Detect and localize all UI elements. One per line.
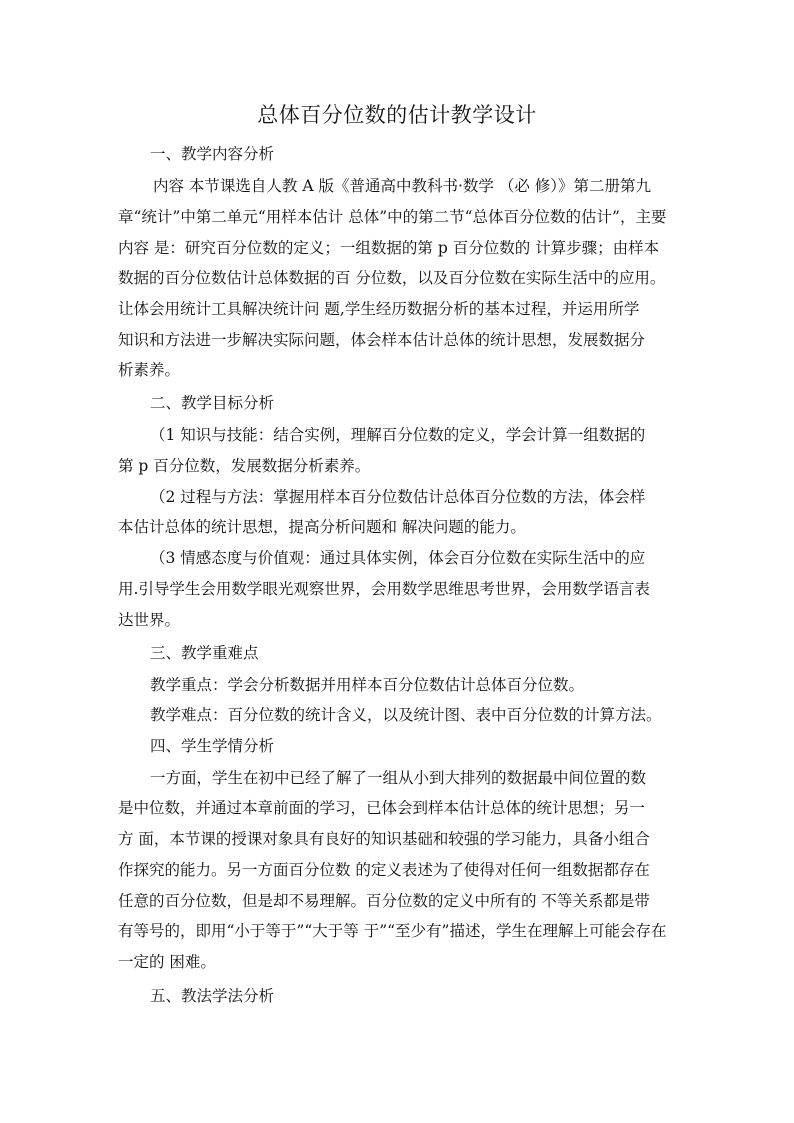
paragraph-line: 数据的百分位数估计总体数据的百 分位数，以及百分位数在实际生活中的应用。 — [118, 269, 666, 287]
section-heading-teaching-methods: 五、教法学法分析 — [150, 987, 275, 1005]
paragraph-line: 教学重点：学会分析数据并用样本百分位数估计总体百分位数。 — [150, 676, 585, 694]
paragraph-line: 章“统计”中第二单元“用样本估计 总体”中的第二节“总体百分位数的估计”，主要 — [118, 208, 667, 226]
paragraph-line: （2 过程与方法：掌握用样本百分位数估计总体百分位数的方法，体会样 — [150, 488, 646, 506]
paragraph-line: 让体会用统计工具解决统计问 题,学生经历数据分析的基本过程，并运用所学 — [118, 300, 640, 318]
paragraph-line: 作探究的能力。另一方面百分位数 的定义表述为了使得对任何一组数据都存在 — [118, 861, 650, 879]
paragraph-line: 第 p 百分位数，发展数据分析素养。 — [118, 457, 371, 475]
paragraph-line: 一方面，学生在初中已经了解了一组从小到大排列的数据最中间位置的数 — [150, 769, 647, 787]
paragraph-line: 知识和方法进一步解决实际问题，体会样本估计总体的统计思想，发展数据分 — [118, 331, 646, 349]
section-heading-key-points: 三、教学重难点 — [150, 644, 259, 662]
paragraph-line: 达世界。 — [118, 611, 181, 629]
paragraph-line: （3 情感态度与价值观：通过具体实例，体会百分位数在实际生活中的应 — [150, 549, 646, 567]
paragraph-line: 是中位数，并通过本章前面的学习，已体会到样本估计总体的统计思想；另一 — [118, 799, 646, 817]
section-heading-objectives: 二、教学目标分析 — [150, 394, 275, 412]
paragraph-line: （1 知识与技能：结合实例，理解百分位数的定义，学会计算一组数据的 — [150, 426, 646, 444]
paragraph-line: 一定的 困难。 — [118, 953, 216, 971]
document-title: 总体百分位数的估计教学设计 — [257, 103, 537, 127]
paragraph-line: 教学难点：百分位数的统计含义，以及统计图、表中百分位数的计算方法。 — [150, 706, 662, 724]
paragraph-line: 用.引导学生会用数学眼光观察世界，会用数学思维思考世界，会用数学语言表 — [118, 580, 650, 598]
paragraph-line: 有等号的，即用“小于等于”“大于等 于”“至少有”描述，学生在理解上可能会存在 — [118, 922, 667, 940]
paragraph-line: 本估计总体的统计思想，提高分析问题和 解决问题的能力。 — [118, 518, 526, 536]
section-heading-content-analysis: 一、教学内容分析 — [150, 145, 275, 163]
paragraph-line: 析素养。 — [118, 361, 181, 379]
section-heading-learner-analysis: 四、学生学情分析 — [150, 737, 275, 755]
paragraph-line: 内容 本节课选自人教 A 版《普通高中教科书·数学 （必 修）》第二册第九 — [153, 177, 652, 195]
paragraph-line: 任意的百分位数，但是却不易理解。百分位数的定义中所有的 不等关系都是带 — [118, 892, 650, 910]
paragraph-line: 方 面，本节课的授课对象具有良好的知识基础和较强的学习能力，具备小组合 — [118, 830, 650, 848]
paragraph-line: 内容 是：研究百分位数的定义；一组数据的第 p 百分位数的 计算步骤；由样本 — [118, 239, 660, 257]
